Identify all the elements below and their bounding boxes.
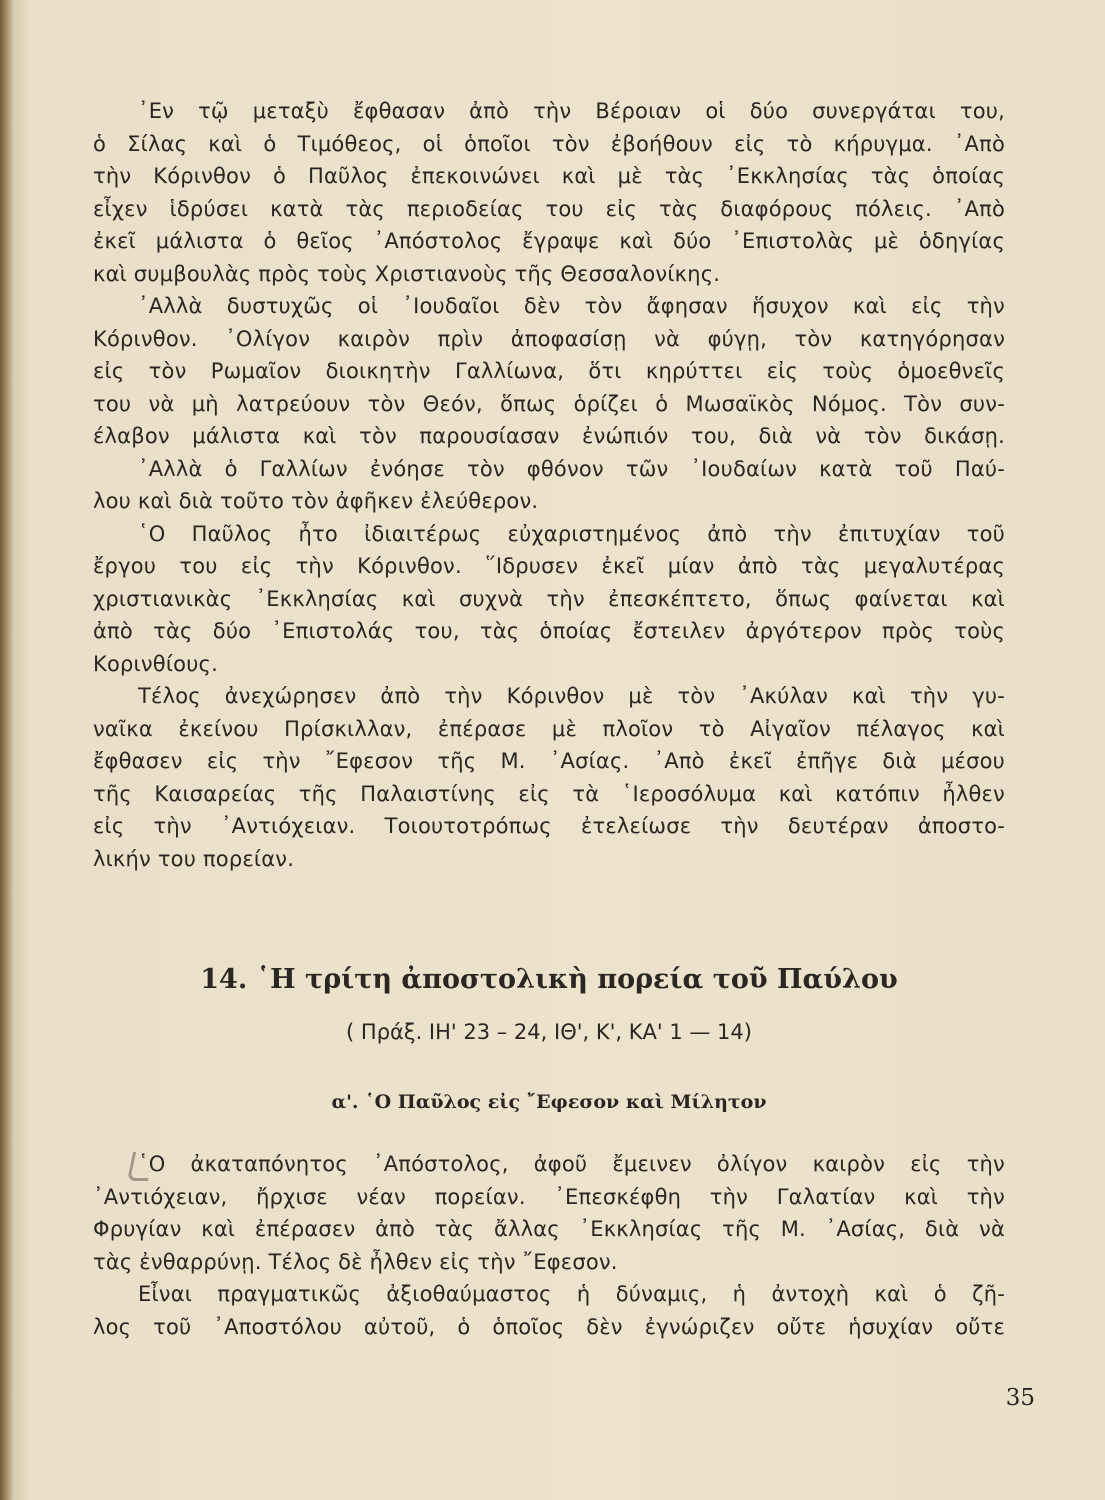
text-line: εἶχεν ἱδρύσει κατὰ τὰς περιοδείας του εἰς τὰς διαφόρους πόλεις. ᾿Απὸ <box>93 196 1005 221</box>
text-line: έλαβον μάλιστα καὶ τὸν παρουσίασαν ἐνώπιόν του, διὰ νὰ τὸν δικάσῃ. <box>93 424 1005 448</box>
text-column-bottom <box>93 1148 1005 1343</box>
scripture-reference: ( Πράξ. ΙΗ' 23 – 24, ΙΘ', Κ', ΚΑ' 1 — 14) <box>346 1020 752 1044</box>
text-line: ᾿Αντιόχειαν, ἤρχισε νέαν πορείαν. ᾿Επεσκέφθη τὴν Γαλατίαν καὶ τὴν <box>93 1184 1005 1209</box>
text-line: του νὰ μὴ λατρεύουν τὸν Θεόν, ὅπως ὁρίζει ὁ Μωσαϊκὸς Νόμος. Τὸν συν- <box>93 391 1005 416</box>
text-line: ῾Ο ἀκαταπόνητος ᾿Απόστολος, ἀφοῦ ἔμεινεν ὀλίγον καιρὸν εἰς τὴν <box>138 1152 1005 1176</box>
text-line: ναῖκα ἐκείνου Πρίσκιλλαν, ἐπέρασε μὲ πλοῖον τὸ Αἰγαῖον πέλαγος καὶ <box>93 716 1005 741</box>
text-line: Φρυγίαν καὶ ἐπέρασεν ἀπὸ τὰς ἄλλας ᾿Εκκλησίας τῆς Μ. ᾿Ασίας, διὰ νὰ <box>93 1217 1005 1241</box>
text-line: εἰς τὸν Ρωμαῖον διοικητὴν Γαλλίωνα, ὅτι κηρύττει εἰς τοὺς ὁμοεθνεῖς <box>93 359 1005 383</box>
text-line: ᾿Αλλὰ δυστυχῶς οἱ ᾿Ιουδαῖοι δὲν τὸν ἄφησαν ἥσυχον καὶ εἰς τὴν <box>138 294 1005 318</box>
text-line: τὰς ἐνθαρρύνῃ. Τέλος δὲ ἦλθεν εἰς τὴν ῎Εφεσον. <box>93 1249 618 1274</box>
text-line: ῾Ο Παῦλος ἦτο ἰδιαιτέρως εὐχαριστημένος ἀπὸ τὴν ἐπιτυχίαν τοῦ <box>138 521 1005 546</box>
text-line: Τέλος ἀνεχώρησεν ἀπὸ τὴν Κόρινθον μὲ τὸν ᾿Ακύλαν καὶ τὴν γυ- <box>138 684 1005 708</box>
text-line: Κορινθίους. <box>93 651 218 676</box>
text-line: Εἶναι πραγματικῶς ἀξιοθαύμαστος ἡ δύναμις, ἡ ἀντοχὴ καὶ ὁ ζῆ- <box>138 1282 1005 1306</box>
text-line: ἀπὸ τὰς δύο ᾿Επιστολάς του, τὰς ὁποίας ἔστειλεν ἀργότερον πρὸς τοὺς <box>93 619 1005 643</box>
text-column-top <box>93 95 1005 875</box>
text-line: Κόρινθον. ᾿Ολίγον καιρὸν πρὶν ἀποφασίσῃ νὰ φύγῃ, τὸν κατηγόρησαν <box>93 326 1005 351</box>
text-line: ὁ Σίλας καὶ ὁ Τιμόθεος, οἱ ὁποῖοι τὸν ἐβοήθουν εἰς τὸ κήρυγμα. ᾿Απὸ <box>93 131 1005 156</box>
text-line: ἔργου του εἰς τὴν Κόρινθον. ῞Ιδρυσεν ἐκεῖ μίαν ἀπὸ τὰς μεγαλυτέρας <box>93 554 1005 578</box>
text-line: ᾿Εν τῷ μεταξὺ ἔφθασαν ἀπὸ τὴν Βέροιαν οἱ δύο συνεργάται του, <box>138 99 1005 123</box>
section-heading: 14. ῾Η τρίτη ἀποστολικὴ πορεία τοῦ Παύλου <box>200 964 898 995</box>
text-line: τῆς Καισαρείας τῆς Παλαιστίνης εἰς τὰ ῾Ιεροσόλυμα καὶ κατόπιν ἦλθεν <box>93 781 1005 806</box>
text-line: χριστιανικὰς ᾿Εκκλησίας καὶ συχνὰ τὴν ἐπεσκέπτετο, ὅπως φαίνεται καὶ <box>93 586 1005 611</box>
text-line: τὴν Κόρινθον ὁ Παῦλος ἐπεκοινώνει καὶ μὲ τὰς ᾿Εκκλησίας τὰς ὁποίας <box>93 164 1005 188</box>
page-number: 35 <box>1005 1385 1035 1411</box>
section-subheading: α'. ῾Ο Παῦλος εἰς ῎Εφεσον καὶ Μίλητον <box>331 1091 767 1113</box>
text-line: λος τοῦ ᾿Αποστόλου αὐτοῦ, ὁ ὁποῖος δὲν ἐγνώριζεν οὔτε ἡσυχίαν οὔτε <box>93 1314 1005 1339</box>
text-line: ᾿Αλλὰ ὁ Γαλλίων ἐνόησε τὸν φθόνον τῶν ᾿Ιουδαίων κατὰ τοῦ Παύ- <box>138 456 1005 481</box>
text-line: λικήν του πορείαν. <box>93 846 295 871</box>
text-line: ἐκεῖ μάλιστα ὁ θεῖος ᾿Απόστολος ἔγραψε καὶ δύο ᾿Επιστολὰς μὲ ὁδηγίας <box>93 229 1005 253</box>
text-line: ἔφθασεν εἰς τὴν ῎Εφεσον τῆς Μ. ᾿Ασίας. ᾿Απὸ ἐκεῖ ἐπῆγε διὰ μέσου <box>93 749 1005 773</box>
text-line: εἰς τὴν ᾿Αντιόχειαν. Τοιουτοτρόπως ἐτελείωσε τὴν δευτέραν ἀποστο- <box>93 814 1005 838</box>
text-line: καὶ συμβουλὰς πρὸς τοὺς Χριστιανοὺς τῆς Θεσσαλονίκης. <box>93 261 721 286</box>
text-line: λου καὶ διὰ τοῦτο τὸν ἀφῆκεν ἐλεύθερον. <box>93 489 539 513</box>
